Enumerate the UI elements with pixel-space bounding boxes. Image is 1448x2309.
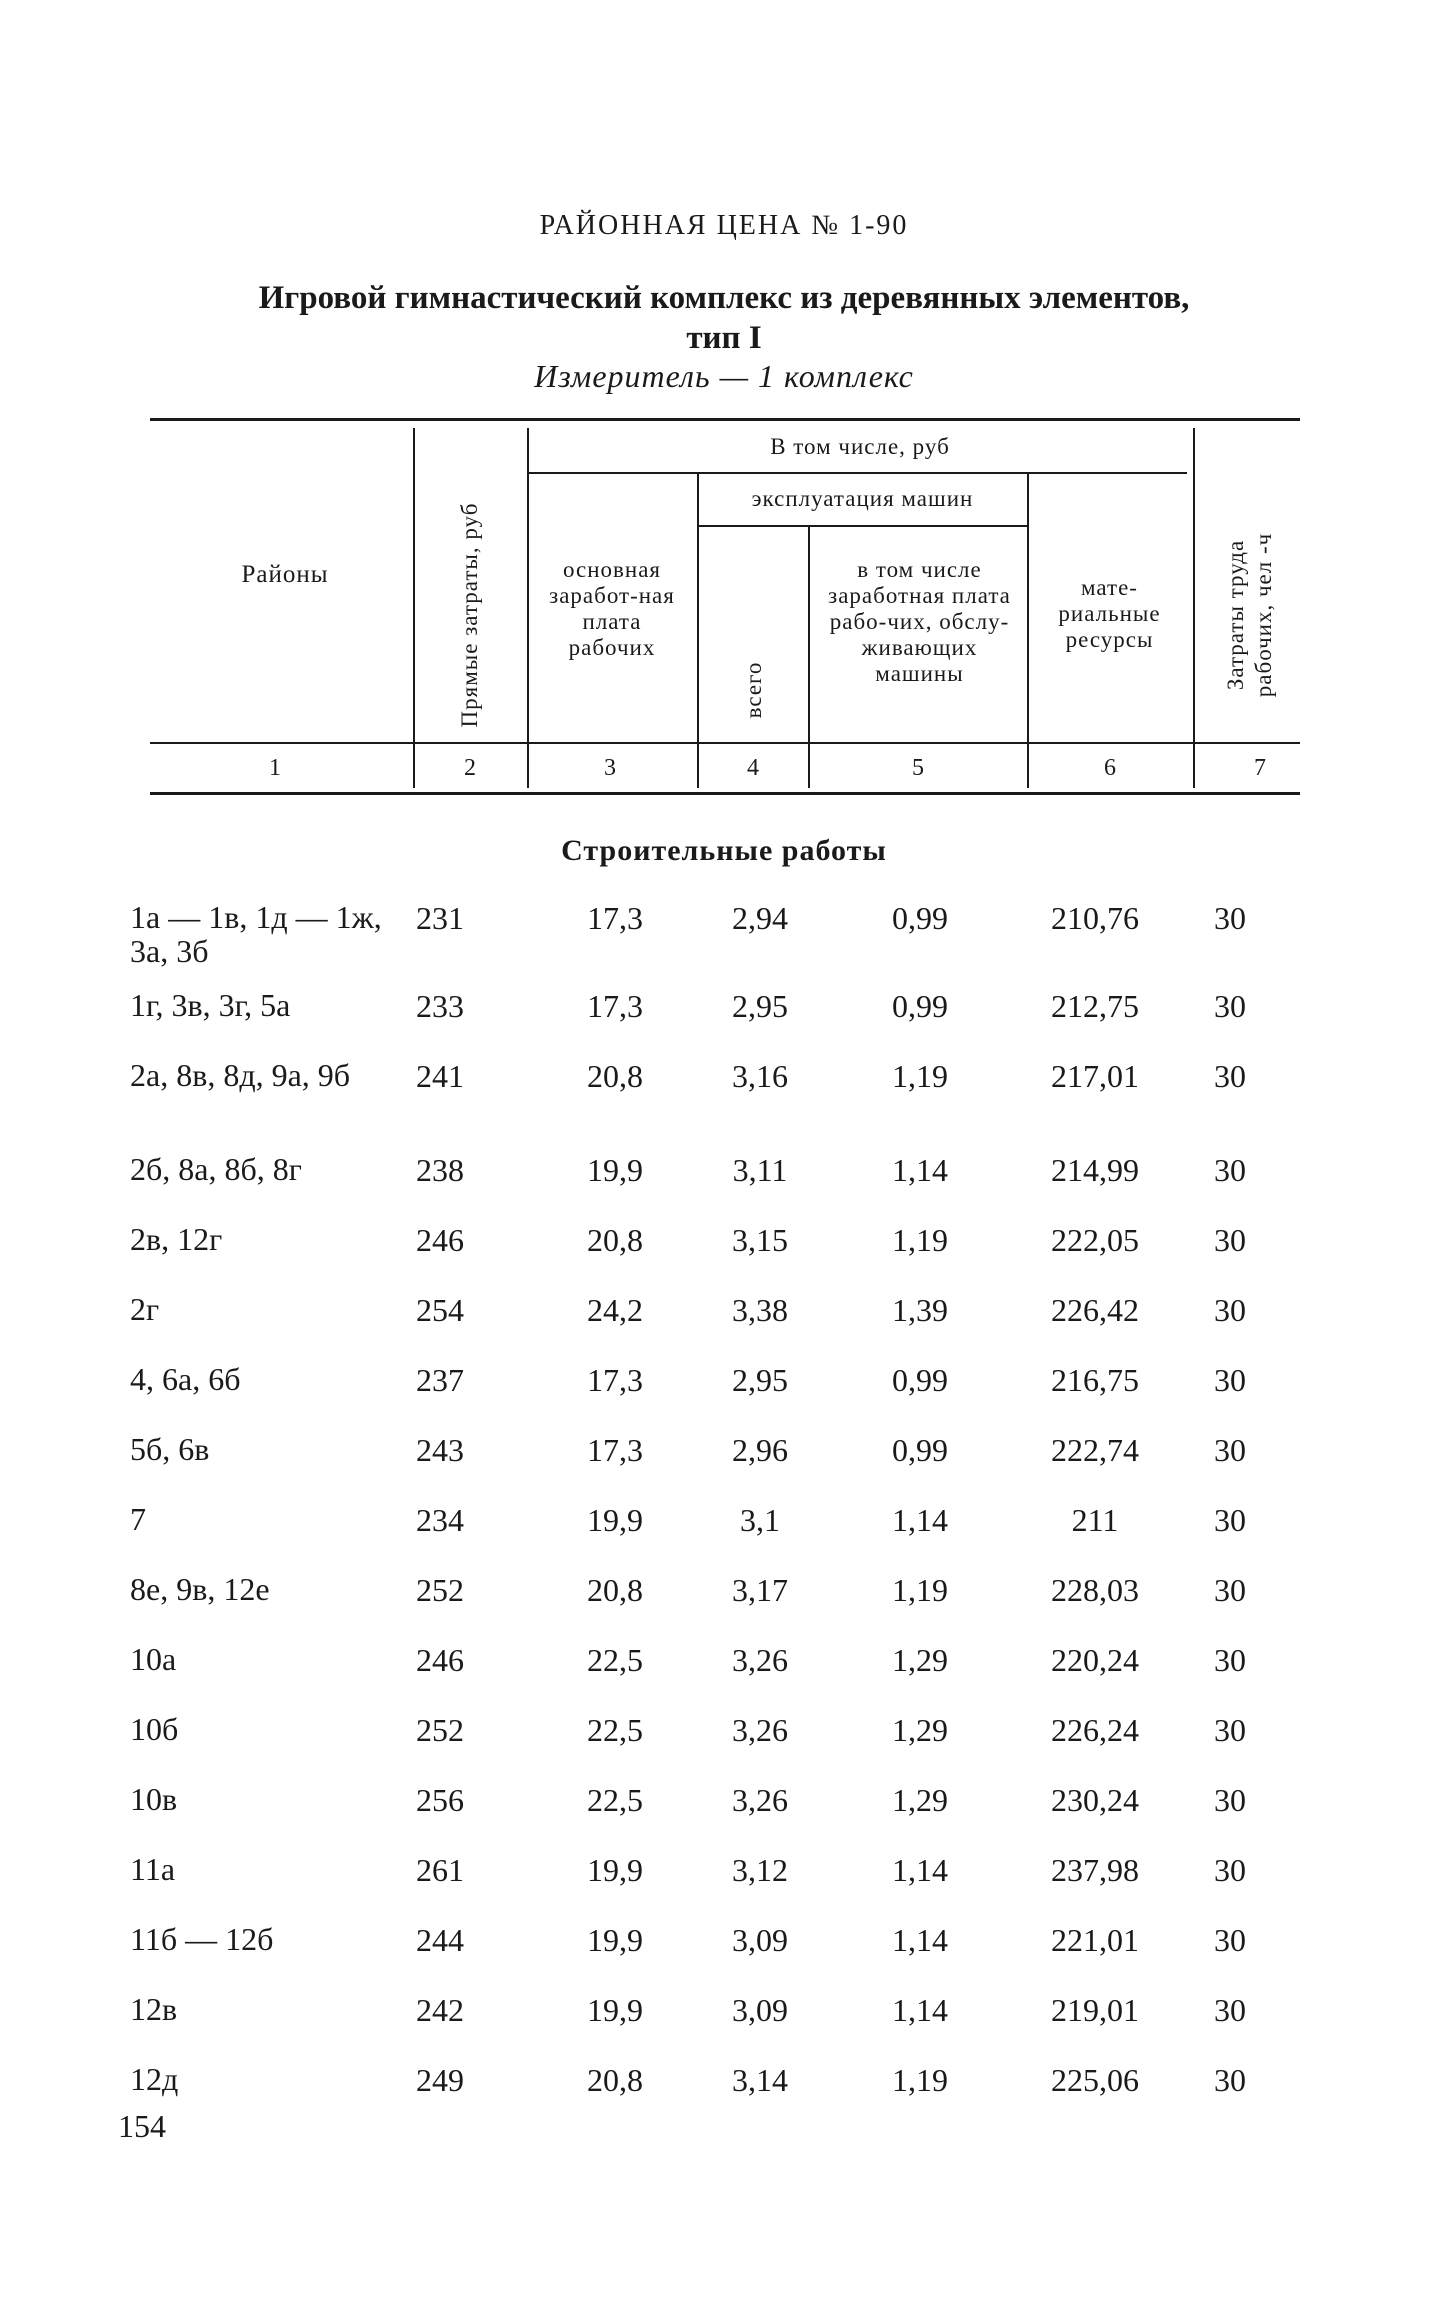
- machine-wage-cell: 1,14: [892, 1502, 948, 1538]
- wage-cell: 17,3: [587, 900, 643, 936]
- col-direct-header: Прямые затраты, руб: [457, 502, 482, 728]
- region-cell: 2а, 8в, 8д, 9а, 9б: [130, 1057, 351, 1093]
- materials-cell: 222,74: [1051, 1432, 1139, 1468]
- machine-total-cell: 3,17: [732, 1572, 788, 1608]
- col-number-3: 3: [604, 755, 616, 781]
- labor-cell: 30: [1214, 1292, 1246, 1328]
- col-mach-total-header: всего: [741, 661, 766, 719]
- table-row: [0, 1922, 1448, 1982]
- table-row: [0, 1782, 1448, 1842]
- wage-cell: 19,9: [587, 1992, 643, 2028]
- labor-cell: 30: [1214, 1852, 1246, 1888]
- materials-cell: 221,01: [1051, 1922, 1139, 1958]
- direct-cost-cell: 238: [416, 1152, 464, 1188]
- table-row: [0, 1642, 1448, 1702]
- labor-cell: 30: [1214, 1362, 1246, 1398]
- header-top-rule: [150, 418, 1300, 421]
- machine-total-cell: 2,95: [732, 1362, 788, 1398]
- wage-cell: 19,9: [587, 1922, 643, 1958]
- direct-cost-cell: 252: [416, 1712, 464, 1748]
- document-title: [0, 278, 1448, 358]
- col-number-5: 5: [912, 755, 924, 781]
- wage-cell: 20,8: [587, 1222, 643, 1258]
- labor-cell: 30: [1214, 900, 1246, 936]
- group-rule: [527, 472, 1187, 474]
- region-cell: 12в: [130, 1991, 178, 2027]
- machine-wage-cell: 1,14: [892, 1852, 948, 1888]
- labor-cell: 30: [1214, 1712, 1246, 1748]
- col-number-2: 2: [464, 755, 476, 781]
- col-regions-header: Районы: [241, 561, 329, 588]
- table-row: [0, 1432, 1448, 1492]
- col-mach-wage-header: в том числе заработная плата рабо-чих, обслу-живающих машины: [828, 557, 1011, 686]
- table-row: [0, 1152, 1448, 1212]
- machine-total-cell: 3,26: [732, 1642, 788, 1678]
- direct-cost-cell: 233: [416, 988, 464, 1024]
- labor-cell: 30: [1214, 1222, 1246, 1258]
- direct-cost-cell: 249: [416, 2062, 464, 2098]
- divider-3: [697, 474, 699, 788]
- wage-cell: 17,3: [587, 1432, 643, 1468]
- measure-unit: Измеритель — 1 комплекс: [534, 358, 914, 394]
- region-cell: 2б, 8а, 8б, 8г: [130, 1151, 302, 1187]
- machine-total-cell: 3,26: [732, 1782, 788, 1818]
- wage-cell: 19,9: [587, 1152, 643, 1188]
- price-heading: РАЙОННАЯ ЦЕНА № 1-90: [539, 210, 909, 241]
- machine-wage-cell: 1,19: [892, 1222, 948, 1258]
- region-cell: 10в: [130, 1781, 178, 1817]
- table-row: [0, 988, 1448, 1048]
- divider-6: [1193, 428, 1195, 788]
- col-number-1: 1: [269, 755, 281, 781]
- machine-wage-cell: 1,19: [892, 1058, 948, 1094]
- labor-cell: 30: [1214, 1782, 1246, 1818]
- wage-cell: 24,2: [587, 1292, 643, 1328]
- labor-cell: 30: [1214, 1432, 1246, 1468]
- machine-total-cell: 3,26: [732, 1712, 788, 1748]
- machine-wage-cell: 0,99: [892, 900, 948, 936]
- region-cell: 7: [130, 1501, 146, 1537]
- table-row: [0, 1712, 1448, 1772]
- subgroup-rule: [697, 525, 1027, 527]
- machine-total-cell: 2,96: [732, 1432, 788, 1468]
- table-row: [0, 899, 1448, 969]
- divider-5: [1027, 474, 1029, 788]
- machine-total-cell: 3,14: [732, 2062, 788, 2098]
- col-number-7: 7: [1254, 755, 1266, 781]
- machine-wage-cell: 1,19: [892, 1572, 948, 1608]
- materials-cell: 210,76: [1051, 900, 1139, 936]
- materials-cell: 237,98: [1051, 1852, 1139, 1888]
- wage-cell: 20,8: [587, 1058, 643, 1094]
- page-number: 154: [118, 2108, 166, 2144]
- machine-total-cell: 3,38: [732, 1292, 788, 1328]
- materials-cell: 225,06: [1051, 2062, 1139, 2098]
- title-line-1: Игровой гимнастический комплекс из деревянных элементов,: [258, 280, 1190, 316]
- region-cell: 5б, 6в: [130, 1431, 210, 1467]
- materials-cell: 214,99: [1051, 1152, 1139, 1188]
- materials-cell: 226,24: [1051, 1712, 1139, 1748]
- machine-wage-cell: 0,99: [892, 1432, 948, 1468]
- machine-wage-cell: 1,39: [892, 1292, 948, 1328]
- machine-total-cell: 3,15: [732, 1222, 788, 1258]
- title-line-2: тип I: [686, 320, 762, 356]
- table-row: [0, 1572, 1448, 1632]
- region-cell: 1г, 3в, 3г, 5а: [130, 987, 291, 1023]
- divider-1: [413, 428, 415, 788]
- subgroup-header: эксплуатация машин: [751, 486, 974, 511]
- direct-cost-cell: 237: [416, 1362, 464, 1398]
- materials-cell: 222,05: [1051, 1222, 1139, 1258]
- numbers-bottom-rule: [150, 792, 1300, 795]
- machine-wage-cell: 1,19: [892, 2062, 948, 2098]
- materials-cell: 216,75: [1051, 1362, 1139, 1398]
- table-row: [0, 1222, 1448, 1282]
- direct-cost-cell: 244: [416, 1922, 464, 1958]
- table-row: [0, 2062, 1448, 2122]
- region-cell: 1а — 1в, 1д — 1ж, 3а, 3б: [130, 899, 382, 969]
- labor-cell: 30: [1214, 2062, 1246, 2098]
- machine-wage-cell: 1,14: [892, 1992, 948, 2028]
- labor-cell: 30: [1214, 1922, 1246, 1958]
- wage-cell: 17,3: [587, 988, 643, 1024]
- direct-cost-cell: 242: [416, 1992, 464, 2028]
- table-row: [0, 1292, 1448, 1352]
- machine-total-cell: 3,1: [740, 1502, 780, 1538]
- wage-cell: 17,3: [587, 1362, 643, 1398]
- region-cell: 10б: [130, 1711, 179, 1747]
- region-cell: 2г: [130, 1291, 160, 1327]
- col-number-4: 4: [747, 755, 759, 781]
- wage-cell: 20,8: [587, 2062, 643, 2098]
- labor-cell: 30: [1214, 988, 1246, 1024]
- labor-cell: 30: [1214, 1502, 1246, 1538]
- machine-wage-cell: 1,29: [892, 1782, 948, 1818]
- machine-wage-cell: 0,99: [892, 988, 948, 1024]
- labor-cell: 30: [1214, 1572, 1246, 1608]
- divider-4: [808, 527, 810, 788]
- wage-cell: 22,5: [587, 1782, 643, 1818]
- wage-cell: 19,9: [587, 1502, 643, 1538]
- wage-cell: 22,5: [587, 1712, 643, 1748]
- region-cell: 11а: [130, 1851, 176, 1887]
- region-cell: 2в, 12г: [130, 1221, 223, 1257]
- direct-cost-cell: 256: [416, 1782, 464, 1818]
- direct-cost-cell: 261: [416, 1852, 464, 1888]
- region-cell: 4, 6а, 6б: [130, 1361, 241, 1397]
- materials-cell: 226,42: [1051, 1292, 1139, 1328]
- materials-cell: 220,24: [1051, 1642, 1139, 1678]
- machine-wage-cell: 0,99: [892, 1362, 948, 1398]
- wage-cell: 19,9: [587, 1852, 643, 1888]
- wage-cell: 22,5: [587, 1642, 643, 1678]
- direct-cost-cell: 252: [416, 1572, 464, 1608]
- group-header: В том числе, руб: [770, 434, 950, 459]
- direct-cost-cell: 243: [416, 1432, 464, 1468]
- machine-total-cell: 3,09: [732, 1922, 788, 1958]
- table-row: [0, 1992, 1448, 2052]
- col-materials-header: мате-риальные ресурсы: [1058, 575, 1161, 652]
- region-cell: 12д: [130, 2061, 179, 2097]
- machine-wage-cell: 1,14: [892, 1922, 948, 1958]
- region-cell: 11б — 12б: [130, 1921, 274, 1957]
- col-labor-header: Затраты труда рабочих, чел -ч: [1223, 532, 1276, 698]
- direct-cost-cell: 246: [416, 1222, 464, 1258]
- machine-wage-cell: 1,14: [892, 1152, 948, 1188]
- section-title: Строительные работы: [561, 834, 887, 867]
- labor-cell: 30: [1214, 1992, 1246, 2028]
- machine-total-cell: 2,95: [732, 988, 788, 1024]
- table-row: [0, 1362, 1448, 1422]
- divider-2: [527, 428, 529, 788]
- wage-cell: 20,8: [587, 1572, 643, 1608]
- machine-wage-cell: 1,29: [892, 1712, 948, 1748]
- col-wage-header: основная заработ-ная плата рабочих: [549, 557, 675, 660]
- header-bottom-rule: [150, 742, 1300, 744]
- materials-cell: 228,03: [1051, 1572, 1139, 1608]
- machine-total-cell: 3,16: [732, 1058, 788, 1094]
- machine-total-cell: 3,11: [732, 1152, 788, 1188]
- materials-cell: 212,75: [1051, 988, 1139, 1024]
- materials-cell: 219,01: [1051, 1992, 1139, 2028]
- materials-cell: 211: [1071, 1502, 1119, 1538]
- machine-total-cell: 2,94: [732, 900, 788, 936]
- direct-cost-cell: 254: [416, 1292, 464, 1328]
- machine-wage-cell: 1,29: [892, 1642, 948, 1678]
- table-row: [0, 1852, 1448, 1912]
- direct-cost-cell: 241: [416, 1058, 464, 1094]
- labor-cell: 30: [1214, 1058, 1246, 1094]
- table-row: [0, 1502, 1448, 1562]
- labor-cell: 30: [1214, 1152, 1246, 1188]
- col-number-6: 6: [1104, 755, 1116, 781]
- materials-cell: 217,01: [1051, 1058, 1139, 1094]
- materials-cell: 230,24: [1051, 1782, 1139, 1818]
- table-row: [0, 1058, 1448, 1118]
- direct-cost-cell: 231: [416, 900, 464, 936]
- region-cell: 10а: [130, 1641, 177, 1677]
- machine-total-cell: 3,12: [732, 1852, 788, 1888]
- direct-cost-cell: 234: [416, 1502, 464, 1538]
- machine-total-cell: 3,09: [732, 1992, 788, 2028]
- region-cell: 8е, 9в, 12е: [130, 1571, 270, 1607]
- labor-cell: 30: [1214, 1642, 1246, 1678]
- direct-cost-cell: 246: [416, 1642, 464, 1678]
